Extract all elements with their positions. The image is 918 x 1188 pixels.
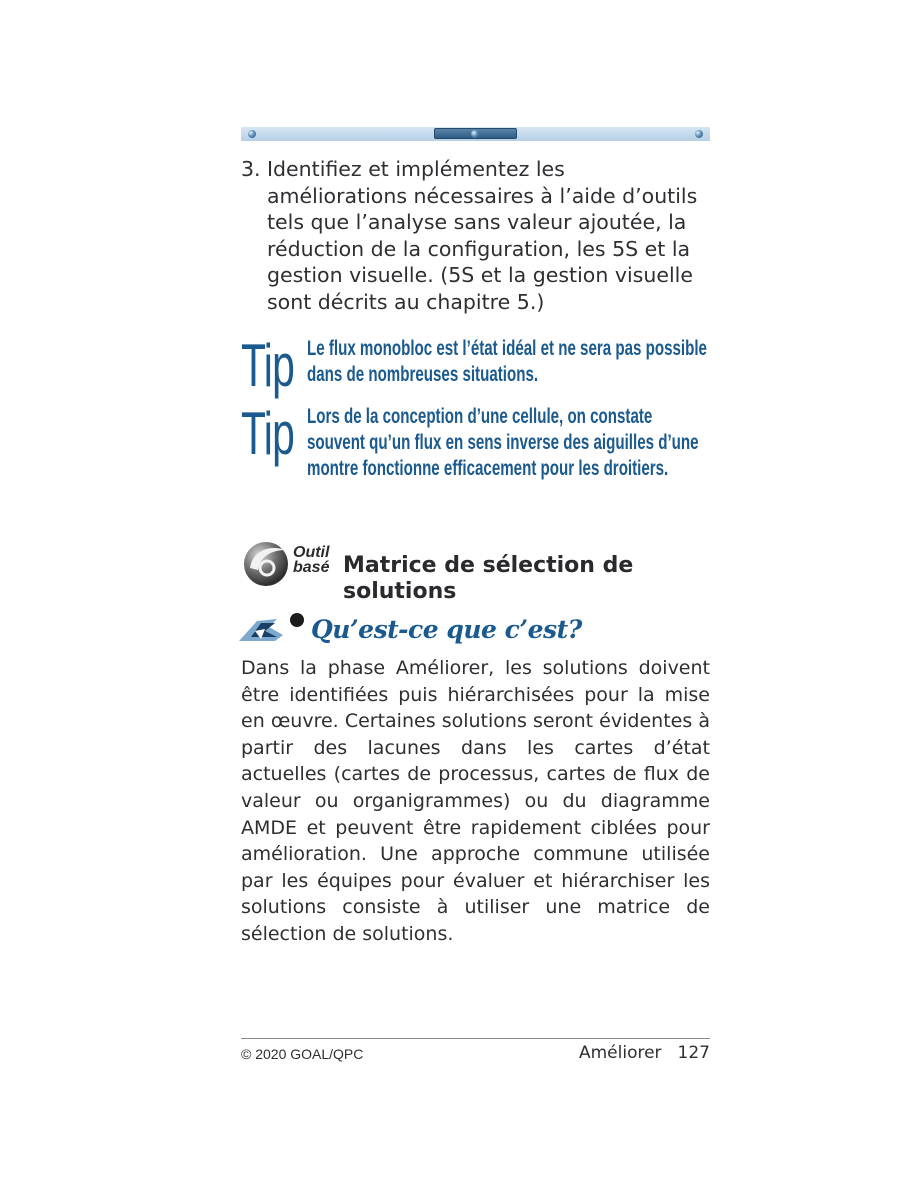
bar-dot-icon <box>248 130 256 138</box>
subsection-title: Qu’est-ce que c’est? <box>311 615 582 644</box>
numbered-list-item <box>241 156 711 315</box>
body-paragraph: Dans la phase Améliorer, les solutions doivent être identifiées puis hiérarchisées pour la mise en œuvre. Certaines solutions seront évidentes à partir des lacunes dans les cartes d’état actuelles (cartes de processus, cartes de flux de valeur ou organigrammes) ou du diagramme AMDE et peuvent être rapidement ciblées pour amélioration. Une approche commune utilisée par les équipes pour évaluer et hiérarchiser les solutions consiste à utiliser une matrice de sélection de solutions. <box>241 657 710 945</box>
list-text: Identifiez et implémentez les améliorations nécessaires à l’aide d’outils tels que l’analyse sans valeur ajoutée, la réduction de la configuration, les 5S et la gestion visuelle. (5S et la gestion visuelle sont décrits au chapitre 5.) <box>267 157 698 314</box>
footer-chapter: Améliorer <box>578 1043 662 1063</box>
tip-box <box>241 332 711 399</box>
top-decorative-bar <box>241 127 710 141</box>
tool-badge-icon <box>242 538 292 588</box>
section-title: Matrice de sélection de solutions <box>343 553 634 604</box>
tip-label: Tip <box>241 332 295 399</box>
badge-line-2: basé <box>293 559 330 576</box>
page-number: 127 <box>677 1043 710 1063</box>
footer-divider <box>241 1038 710 1039</box>
runner-icon <box>239 611 307 645</box>
bar-dot-icon <box>695 130 703 138</box>
tool-badge-label <box>293 545 329 575</box>
list-number: 3. <box>241 157 261 181</box>
footer-page-info <box>579 1041 710 1065</box>
tip-text: Le flux monobloc est l’état idéal et ne sera pas possible dans de nombreuses situations. <box>307 337 707 386</box>
badge-line-1: Outil <box>293 544 330 561</box>
tip-label: Tip <box>241 400 295 467</box>
bar-dot-icon <box>471 130 479 138</box>
tip-box <box>241 400 711 519</box>
bar-slider <box>434 128 517 139</box>
tip-text: Lors de la conception d’une cellule, on constate souvent qu’un flux en sens inverse des aiguilles d’une montre fonctionne efficacement pour les droitiers. <box>307 405 699 480</box>
footer-copyright: © 2020 GOAL/QPC <box>241 1046 364 1062</box>
